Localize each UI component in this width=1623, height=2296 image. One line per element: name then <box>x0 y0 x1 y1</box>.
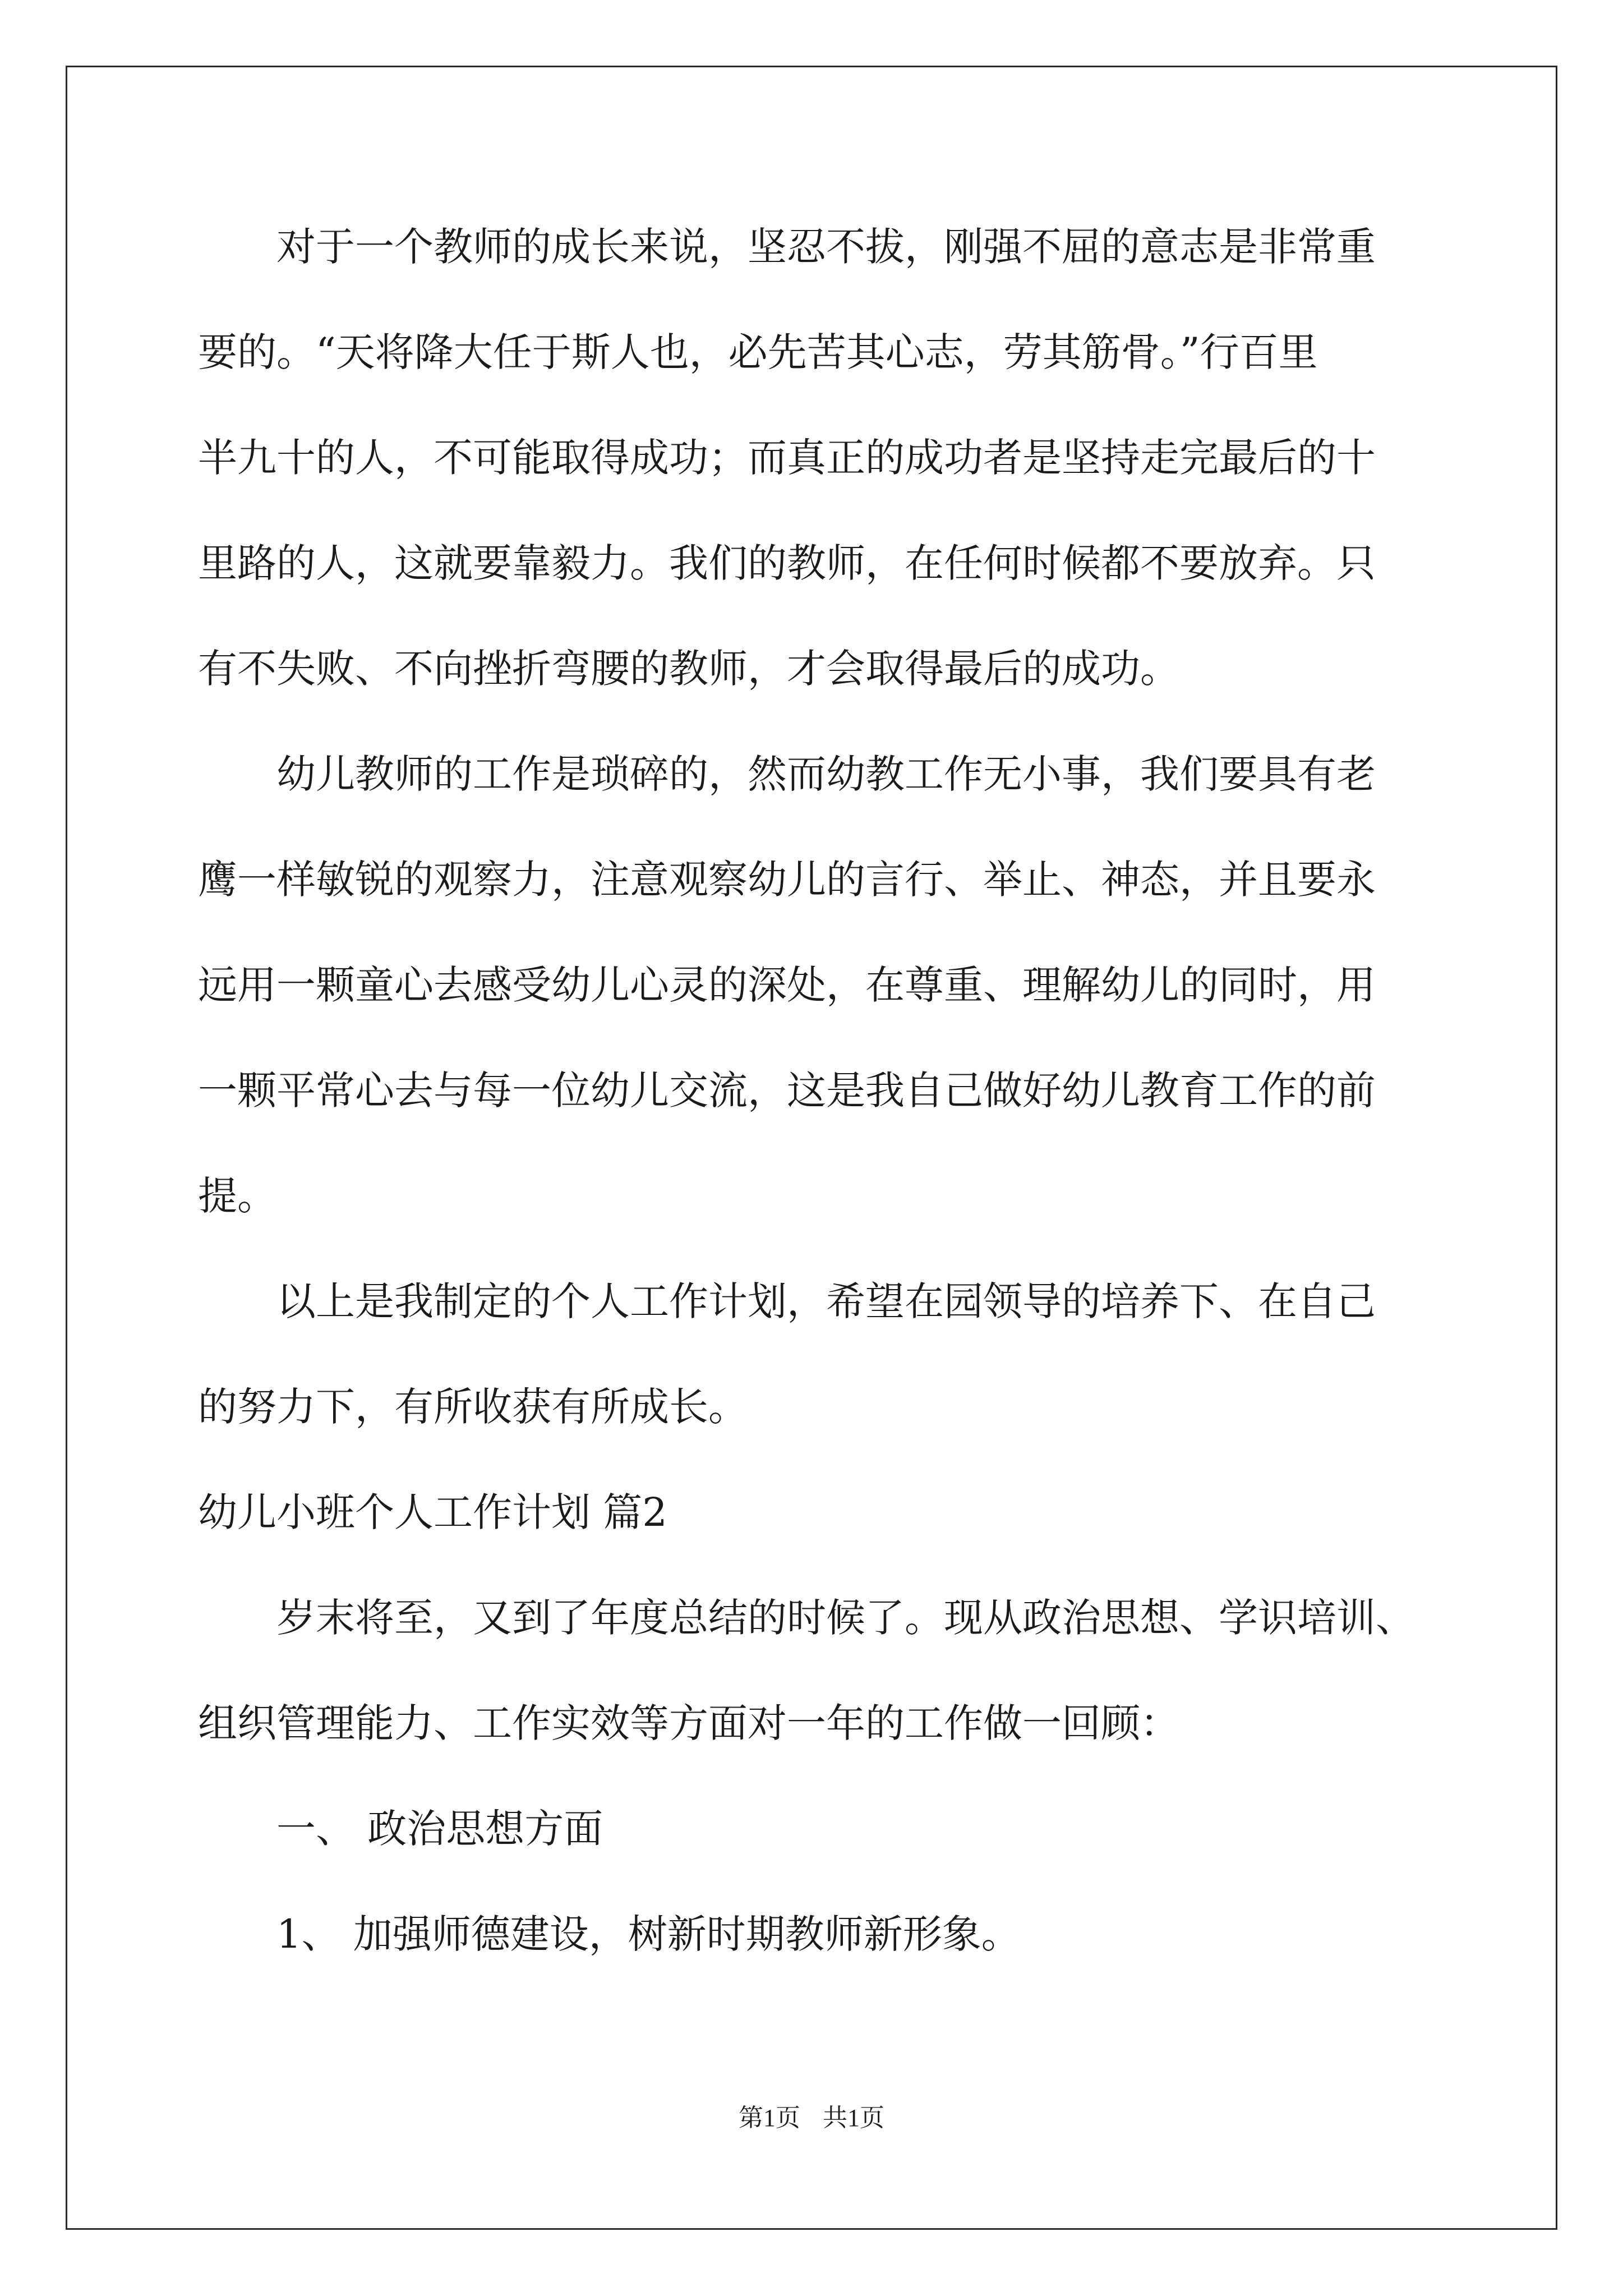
page-footer <box>0 2102 1623 2134</box>
text-line: 提。 <box>198 1173 276 1219</box>
text-line: 一颗平常心去与每一位幼儿交流，这是我自己做好幼儿教育工作的前 <box>198 1068 1376 1114</box>
text-line: 要的。“天将降大任于斯人也，必先苦其心志，劳其筋骨。”行百里 <box>198 329 1318 375</box>
page-border <box>66 66 1557 2230</box>
text-line: 幼儿教师的工作是琐碎的，然而幼教工作无小事，我们要具有老 <box>198 751 1376 797</box>
text-line: 岁末将至，又到了年度总结的时候了。现从政治思想、学识培训、 <box>198 1595 1415 1641</box>
section-heading: 幼儿小班个人工作计划 篇2 <box>198 1489 667 1535</box>
page-number-total: 共1页 <box>823 2104 884 2132</box>
text-line: 鹰一样敏锐的观察力，注意观察幼儿的言行、举止、神态，并且要永 <box>198 857 1376 903</box>
text-line: 有不失败、不向挫折弯腰的教师，才会取得最后的成功。 <box>198 646 1179 692</box>
text-line: 里路的人，这就要靠毅力。我们的教师，在任何时候都不要放弃。只 <box>198 540 1376 586</box>
text-line: 以上是我制定的个人工作计划，希望在园领导的培养下、在自己 <box>198 1278 1376 1324</box>
text-line: 半九十的人，不可能取得成功；而真正的成功者是坚持走完最后的十 <box>198 435 1376 481</box>
page-number-current: 第1页 <box>739 2104 800 2132</box>
subheading: 一、 政治思想方面 <box>198 1806 603 1852</box>
text-line: 对于一个教师的成长来说，坚忍不拔，刚强不屈的意志是非常重 <box>198 224 1376 270</box>
text-line: 远用一颗童心去感受幼儿心灵的深处，在尊重、理解幼儿的同时，用 <box>198 962 1376 1008</box>
list-item: 1、 加强师德建设，树新时期教师新形象。 <box>198 1911 1021 1957</box>
text-line: 的努力下，有所收获有所成长。 <box>198 1384 748 1430</box>
text-line: 组织管理能力、工作实效等方面对一年的工作做一回顾： <box>198 1700 1179 1746</box>
